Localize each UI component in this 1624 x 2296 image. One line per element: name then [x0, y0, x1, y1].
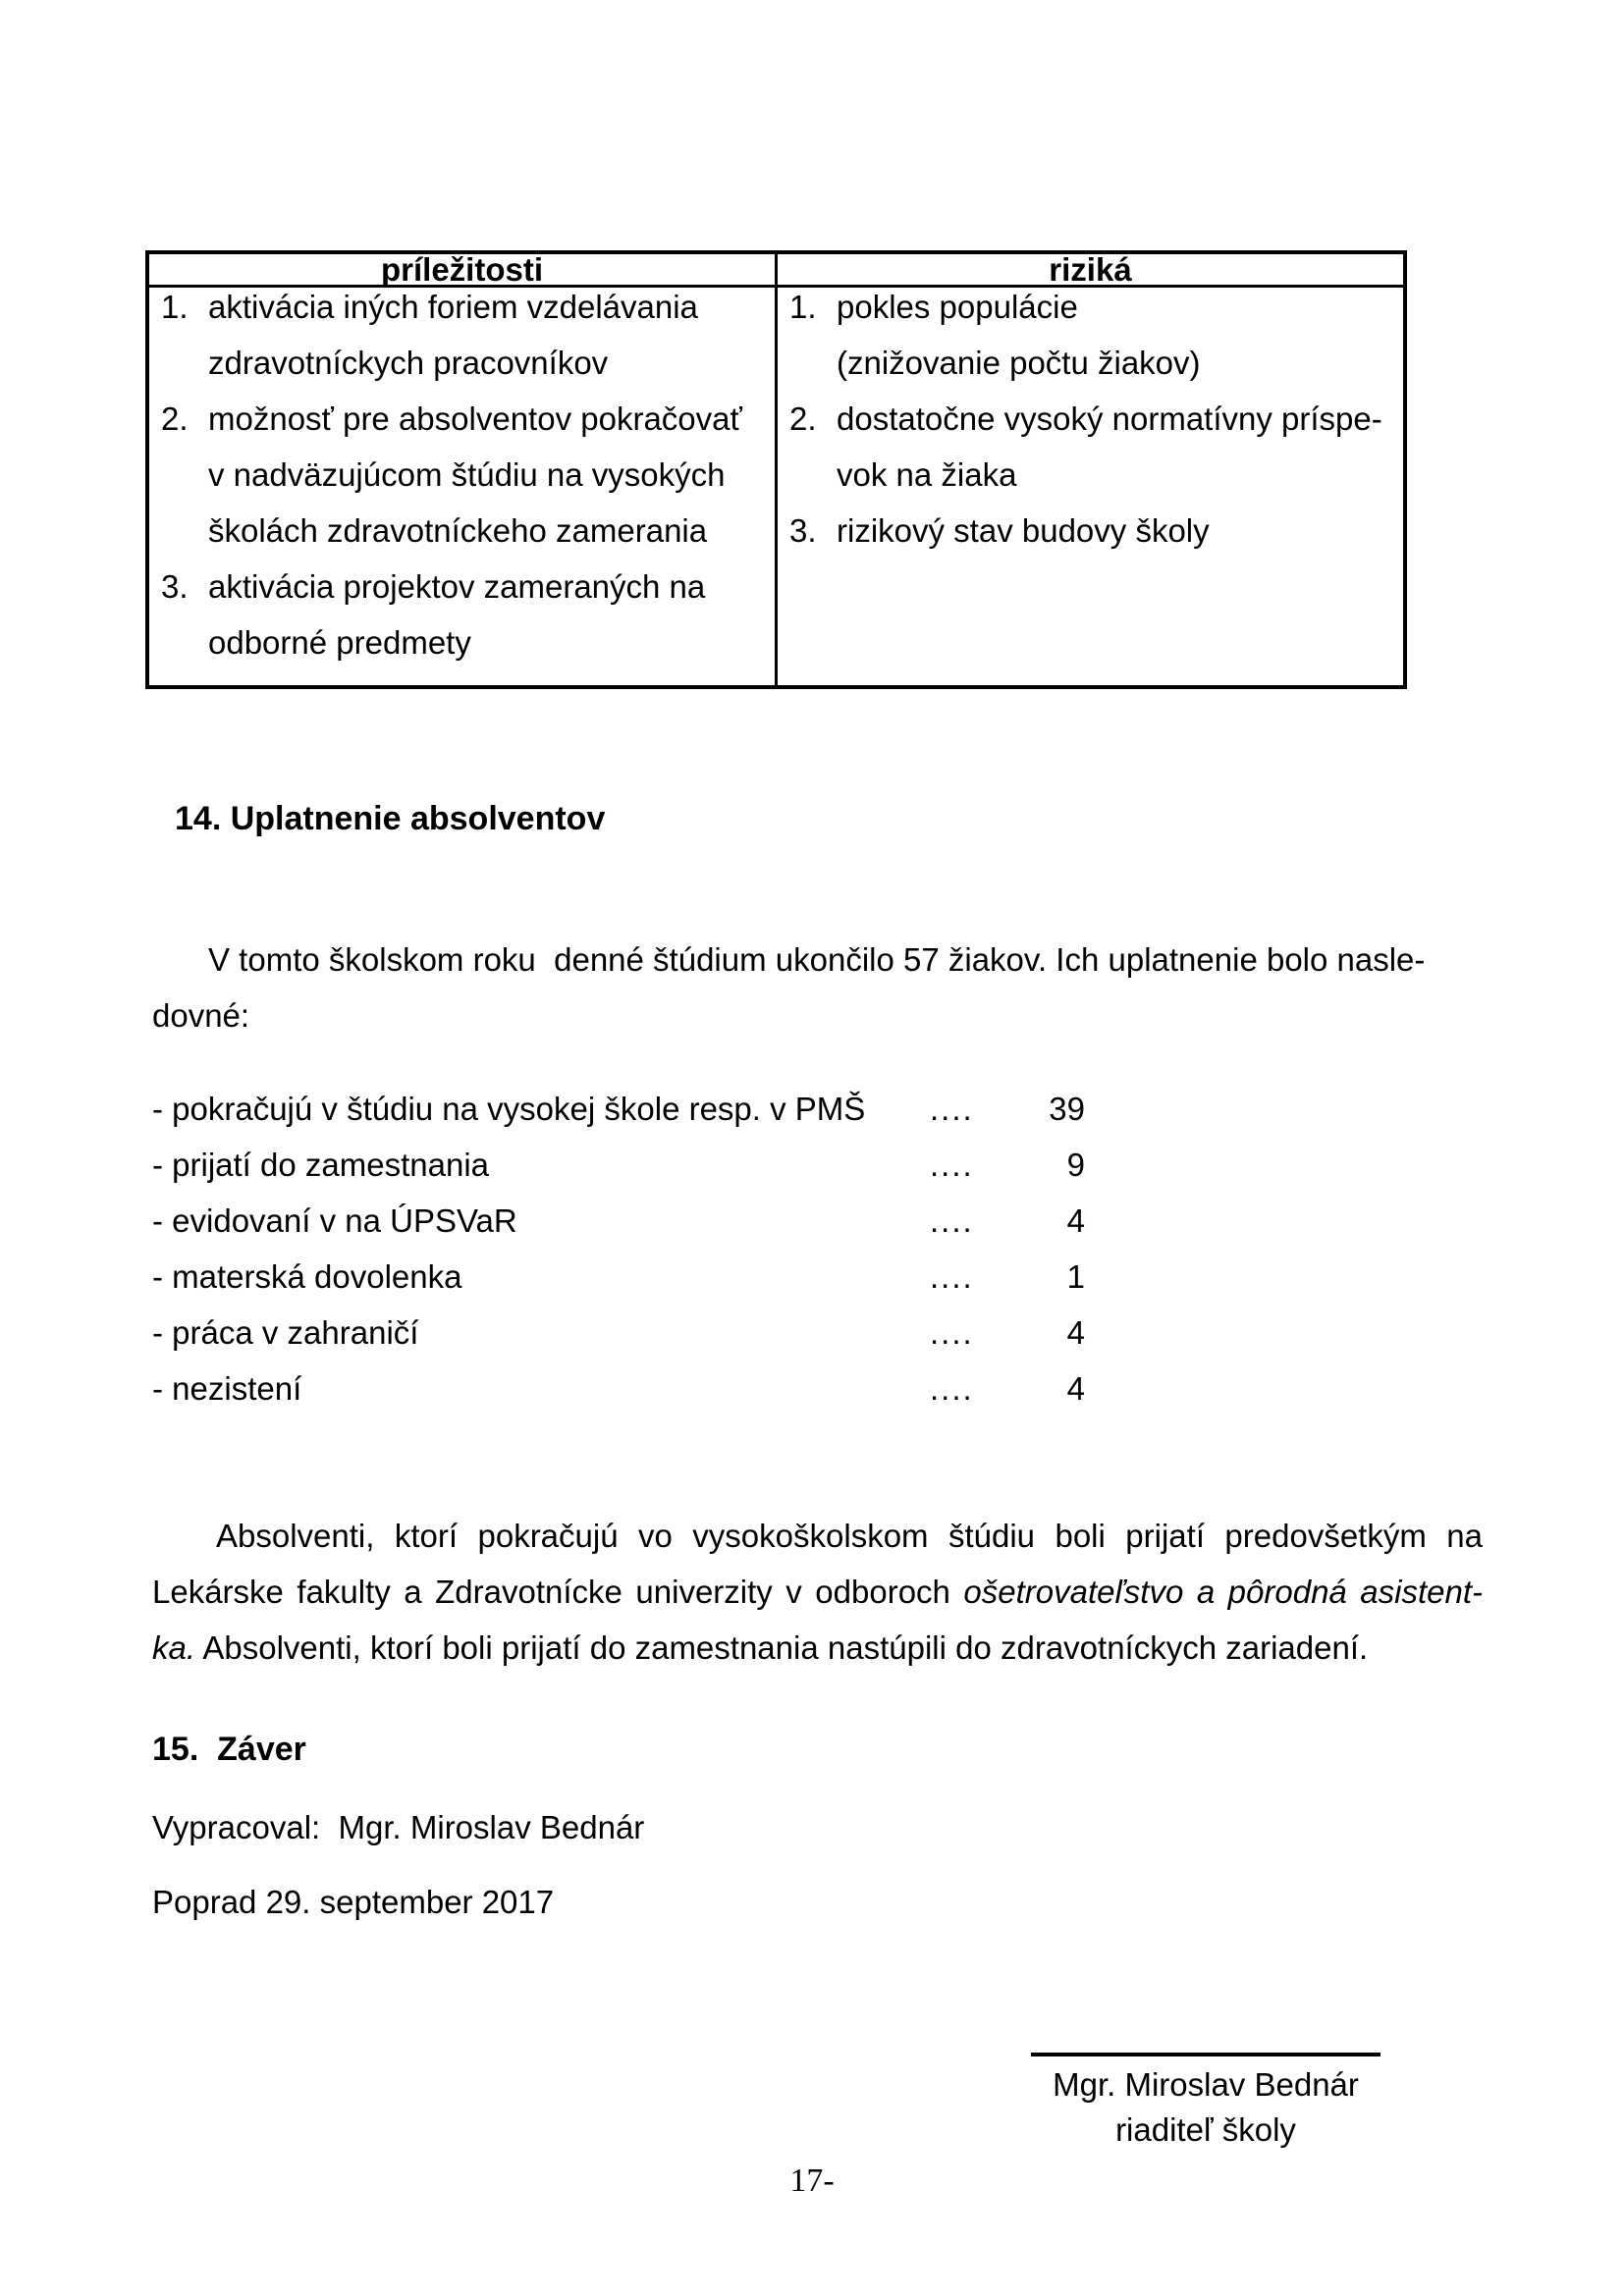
swot-item-line: zdravotníckych pracovníkov [208, 345, 609, 381]
graduates-paragraph-line [152, 1564, 1483, 1620]
placement-value: 39 [1049, 1091, 1085, 1127]
swot-item-number: 1. [161, 289, 189, 325]
swot-column-risks [778, 288, 1403, 685]
intro-paragraph-line: dovné: [152, 997, 250, 1034]
placement-list [152, 1081, 1478, 1416]
swot-table [145, 250, 1407, 689]
swot-item-number: 3. [161, 568, 189, 605]
swot-column-risks-items [778, 279, 1403, 559]
placement-dots: .... [930, 1370, 974, 1407]
placement-label: - materská dovolenka [152, 1258, 462, 1295]
swot-header-risks: riziká [1049, 251, 1132, 288]
swot-item-line: aktivácia projektov zameraných na [208, 568, 706, 605]
placement-row [152, 1137, 1478, 1193]
signature-line [1031, 2053, 1380, 2056]
swot-item-lines [208, 279, 775, 391]
placement-row [152, 1361, 1478, 1416]
swot-item-number: 3. [789, 512, 817, 549]
placement-dots: .... [930, 1258, 974, 1295]
intro-paragraph [152, 932, 1497, 1043]
placement-value: 9 [1066, 1147, 1085, 1183]
page-number: 17- [789, 2163, 835, 2199]
swot-item-line: (znižovanie počtu žiakov) [837, 345, 1201, 381]
swot-item-line: možnosť pre absolventov pokračovať [208, 400, 742, 437]
section-14-heading: 14. Uplatnenie absolventov [175, 800, 606, 837]
swot-item-line: vok na žiaka [837, 456, 1017, 493]
swot-item-line: dostatočne vysoký normatívny príspe- [837, 400, 1382, 437]
swot-item-lines [208, 391, 775, 559]
plain-text: Absolventi, ktorí boli prijatí do zamestnania nastúpili do zdravotníckych zariadení. [195, 1629, 1369, 1666]
swot-item [778, 391, 1403, 503]
placement-dots: .... [930, 1314, 974, 1351]
place-date-line: Poprad 29. september 2017 [152, 1884, 555, 1920]
placement-label: - nezistení [152, 1370, 302, 1407]
swot-item [149, 559, 775, 670]
section-15-heading: 15. Záver [152, 1731, 306, 1768]
swot-item [149, 279, 775, 391]
placement-value: 1 [1066, 1258, 1085, 1295]
placement-dots: .... [930, 1147, 974, 1183]
plain-text: Lekárske fakulty a Zdravotnícke univerzity v odboroch [152, 1574, 964, 1610]
intro-paragraph-line: V tomto školskom roku denné štúdium ukončilo 57 žiakov. Ich uplatnenie bolo nasle- [208, 941, 1426, 978]
swot-item-line: pokles populácie [837, 289, 1078, 325]
placement-value: 4 [1066, 1314, 1085, 1351]
swot-item [778, 503, 1403, 559]
placement-value: 4 [1066, 1202, 1085, 1239]
graduates-paragraph-line [152, 1620, 1483, 1676]
swot-column-opportunities-items [149, 279, 775, 670]
swot-item-line: rizikový stav budovy školy [837, 512, 1210, 549]
swot-item [149, 391, 775, 559]
prepared-by-line: Vypracoval: Mgr. Miroslav Bednár [152, 1809, 645, 1845]
swot-item-number: 1. [789, 289, 817, 325]
placement-dots: .... [930, 1202, 974, 1239]
placement-label: - prijatí do zamestnania [152, 1147, 490, 1183]
swot-item [778, 279, 1403, 391]
placement-row [152, 1193, 1478, 1249]
swot-item-lines [837, 503, 1403, 559]
swot-item-line: školách zdravotníckeho zamerania [208, 512, 708, 549]
swot-table-body [149, 288, 1403, 685]
swot-item-line: odborné predmety [208, 624, 471, 661]
italic-text: ošetrovateľstvo a pôrodná asistent- [963, 1574, 1484, 1610]
placement-label: - práca v zahraničí [152, 1314, 419, 1351]
swot-item-line: aktivácia iných foriem vzdelávania [208, 289, 698, 325]
placement-label: - pokračujú v štúdiu na vysokej škole resp. v PMŠ [152, 1091, 866, 1127]
swot-column-opportunities [149, 288, 778, 685]
signature-title: riaditeľ školy [1115, 2111, 1296, 2148]
placement-label: - evidovaní v na ÚPSVaR [152, 1202, 517, 1239]
swot-item-line: v nadväzujúcom štúdiu na vysokých [208, 456, 726, 493]
swot-item-number: 2. [789, 400, 817, 437]
swot-item-number: 2. [161, 400, 189, 437]
placement-dots: .... [930, 1091, 974, 1127]
plain-text: Absolventi, ktorí pokračujú vo vysokoškolskom štúdiu boli prijatí predovšetkým na [216, 1518, 1483, 1554]
swot-item-lines [837, 391, 1403, 503]
graduates-paragraph-line [152, 1508, 1483, 1564]
swot-item-lines [208, 559, 775, 670]
placement-row [152, 1081, 1478, 1137]
swot-item-lines [837, 279, 1403, 391]
signature-name: Mgr. Miroslav Bednár [1053, 2066, 1359, 2103]
placement-value: 4 [1066, 1370, 1085, 1407]
swot-header-opportunities: príležitosti [149, 254, 778, 285]
graduates-paragraph [152, 1508, 1483, 1676]
italic-text: ka. [152, 1629, 196, 1666]
signature-block [1031, 2053, 1380, 2153]
placement-row [152, 1249, 1478, 1305]
placement-row [152, 1305, 1478, 1361]
